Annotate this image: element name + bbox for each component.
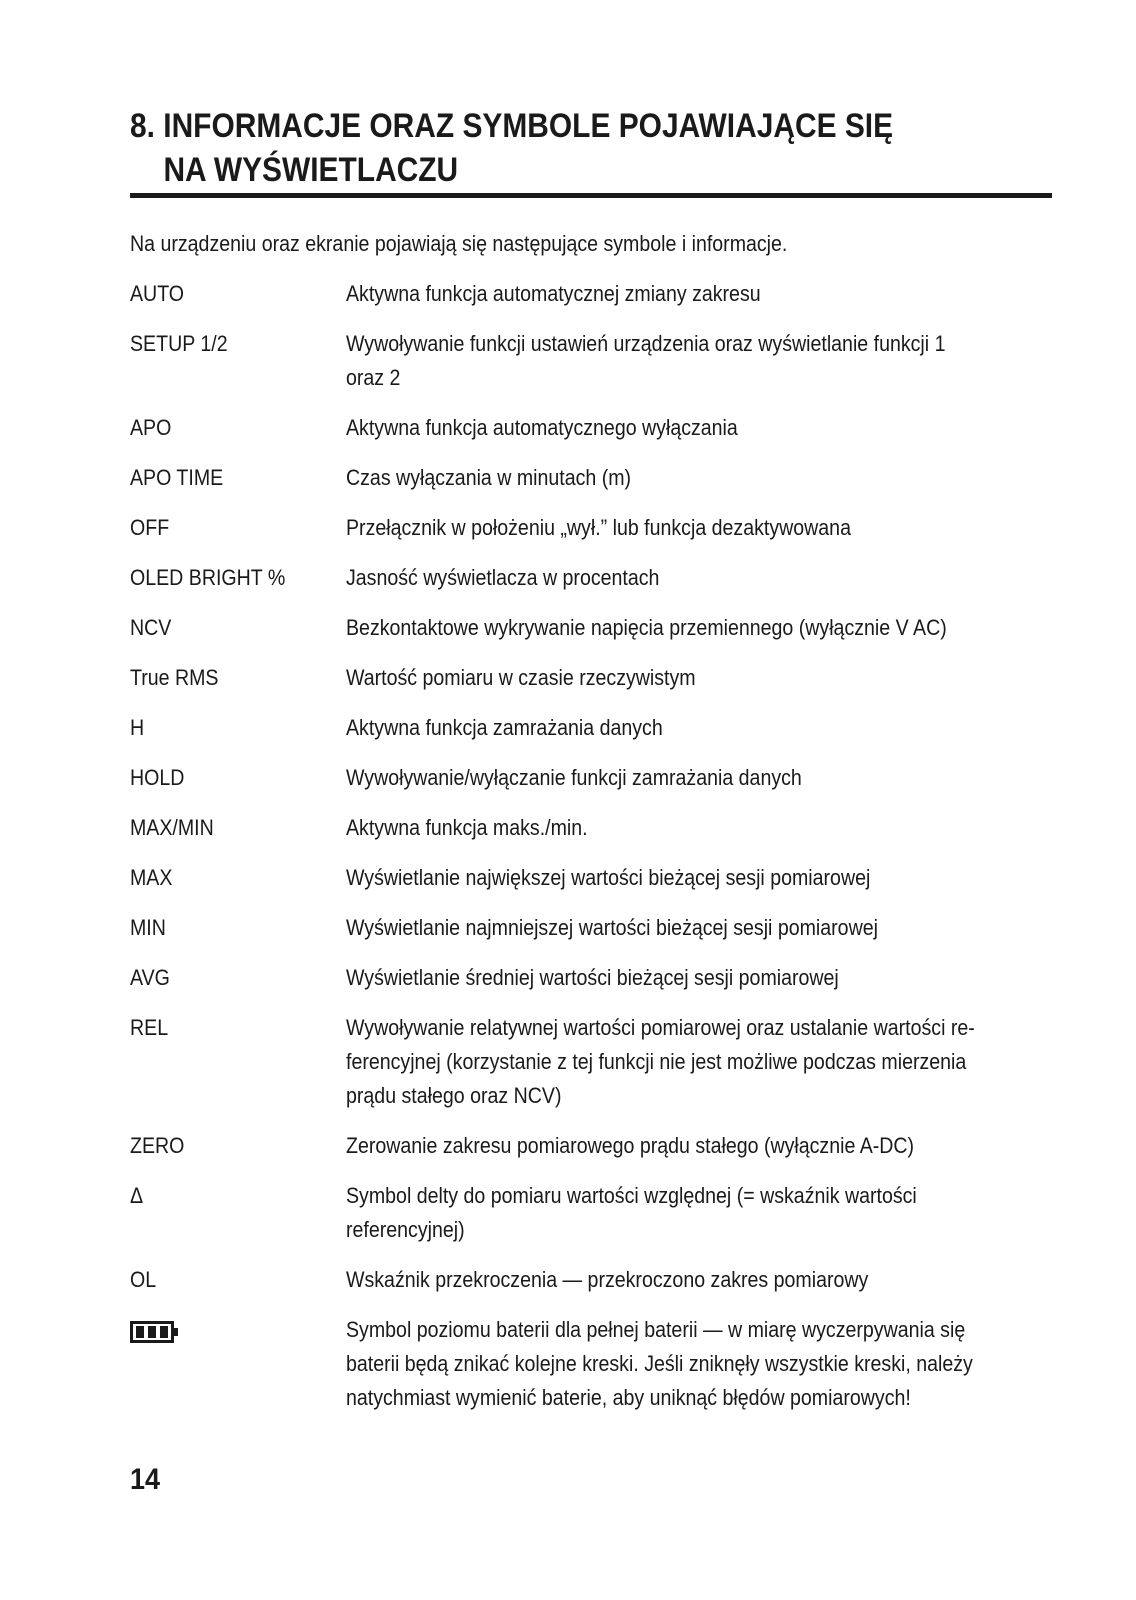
description-line: oraz 2: [346, 365, 401, 390]
description-line: Wywoływanie relatywnej wartości pomiarowej oraz ustalanie wartości re-: [346, 1015, 975, 1040]
symbol-description: [346, 711, 1049, 745]
description-line: Wyświetlanie średniej wartości bieżącej sesji pomiarowej: [346, 965, 839, 990]
symbol-row: [130, 961, 1056, 995]
symbol-label: NCV: [130, 615, 172, 640]
symbol-row: [130, 561, 1056, 595]
symbol-label: HOLD: [130, 765, 185, 790]
symbol-row: [130, 1179, 1056, 1247]
symbol-row: [130, 611, 1056, 645]
intro-paragraph: Na urządzeniu oraz ekranie pojawiają się następujące symbole i informacje.: [130, 231, 788, 256]
battery-description: [346, 1313, 1049, 1415]
battery-full-icon: [130, 1321, 180, 1343]
symbol-row: [130, 811, 1056, 845]
description-line: baterii będą znikać kolejne kreski. Jeśli zniknęły wszystkie kreski, należy: [346, 1351, 973, 1376]
description-line: Aktywna funkcja maks./min.: [346, 815, 588, 840]
symbol-row: [130, 761, 1056, 795]
symbol-row: [130, 511, 1056, 545]
symbol-row: [130, 1011, 1056, 1113]
description-line: Bezkontaktowe wykrywanie napięcia przemiennego (wyłącznie V AC): [346, 615, 947, 640]
description-line: Aktywna funkcja automatycznego wyłączania: [346, 415, 738, 440]
description-line: Wyświetlanie największej wartości bieżącej sesji pomiarowej: [346, 865, 871, 890]
symbol-description: [346, 761, 1049, 795]
symbol-description: [346, 411, 1049, 445]
symbol-label: APO: [130, 415, 172, 440]
symbol-label: H: [130, 715, 145, 740]
description-line: Wywoływanie funkcji ustawień urządzenia oraz wyświetlanie funkcji 1: [346, 331, 946, 356]
manual-page: [130, 0, 1056, 1600]
symbol-description: [346, 327, 1049, 395]
description-line: natychmiast wymienić baterie, aby uniknąć błędów pomiarowych!: [346, 1385, 911, 1410]
symbol-description: [346, 1011, 1049, 1113]
symbol-description: [346, 611, 1049, 645]
description-line: Aktywna funkcja automatycznej zmiany zakresu: [346, 281, 761, 306]
description-line: Wartość pomiaru w czasie rzeczywistym: [346, 665, 696, 690]
symbol-row: [130, 327, 1056, 395]
description-line: Symbol delty do pomiaru wartości względnej (= wskaźnik wartości: [346, 1183, 917, 1208]
symbol-description: [346, 461, 1049, 495]
symbol-description: [346, 961, 1049, 995]
symbol-description: [346, 861, 1049, 895]
symbol-label: MIN: [130, 915, 166, 940]
symbol-row: [130, 711, 1056, 745]
symbol-label: MAX/MIN: [130, 815, 214, 840]
section-heading-line-1: 8. INFORMACJE ORAZ SYMBOLE POJAWIAJĄCE SIĘ: [130, 107, 894, 145]
description-line: referencyjnej): [346, 1217, 465, 1242]
symbol-description: [346, 561, 1049, 595]
description-line: Wyświetlanie najmniejszej wartości bieżącej sesji pomiarowej: [346, 915, 878, 940]
symbol-description: [346, 811, 1049, 845]
symbol-label: OLED BRIGHT %: [130, 565, 286, 590]
symbol-row: [130, 1263, 1056, 1297]
section-heading: [130, 104, 945, 192]
symbol-description: [346, 1129, 1049, 1163]
description-line: Zerowanie zakresu pomiarowego prądu stałego (wyłącznie A-DC): [346, 1133, 915, 1158]
symbol-description: [346, 1263, 1049, 1297]
symbol-row: [130, 1129, 1056, 1163]
symbol-description: [346, 277, 1049, 311]
description-line: prądu stałego oraz NCV): [346, 1083, 562, 1108]
symbol-label: AVG: [130, 965, 170, 990]
section-heading-line-2: NA WYŚWIETLACZU: [163, 151, 459, 189]
heading-underline: [130, 193, 1052, 198]
page-number: 14: [130, 1463, 161, 1496]
symbol-description: [346, 911, 1049, 945]
symbol-description: [346, 511, 1049, 545]
description-line: ferencyjnej (korzystanie z tej funkcji nie jest możliwe podczas mierzenia: [346, 1049, 967, 1074]
description-line: Jasność wyświetlacza w procentach: [346, 565, 660, 590]
description-line: Wskaźnik przekroczenia — przekroczono zakres pomiarowy: [346, 1267, 869, 1292]
symbol-label: ZERO: [130, 1133, 185, 1158]
symbol-label: MAX: [130, 865, 173, 890]
symbol-label: OL: [130, 1267, 157, 1292]
description-line: Przełącznik w położeniu „wył.” lub funkcja dezaktywowana: [346, 515, 851, 540]
symbol-label: AUTO: [130, 281, 185, 306]
symbol-row: [130, 411, 1056, 445]
symbol-label: True RMS: [130, 665, 219, 690]
symbol-label: REL: [130, 1015, 169, 1040]
symbol-description: [346, 1179, 1049, 1247]
symbol-list: [130, 277, 1056, 1431]
battery-bar: [148, 1326, 156, 1338]
symbol-label: SETUP 1/2: [130, 331, 228, 356]
symbol-description: [346, 661, 1049, 695]
symbol-row: [130, 861, 1056, 895]
description-line: Czas wyłączania w minutach (m): [346, 465, 632, 490]
symbol-row-battery: [130, 1313, 1056, 1415]
symbol-row: [130, 911, 1056, 945]
symbol-label: APO TIME: [130, 465, 224, 490]
description-line: Symbol poziomu baterii dla pełnej baterii — w miarę wyczerpywania się: [346, 1317, 966, 1342]
symbol-label: OFF: [130, 515, 170, 540]
battery-bar: [136, 1326, 144, 1338]
symbol-row: [130, 661, 1056, 695]
symbol-row: [130, 277, 1056, 311]
symbol-row: [130, 461, 1056, 495]
symbol-label: Δ: [130, 1183, 144, 1208]
battery-bar: [160, 1326, 168, 1338]
description-line: Wywoływanie/wyłączanie funkcji zamrażania danych: [346, 765, 802, 790]
description-line: Aktywna funkcja zamrażania danych: [346, 715, 663, 740]
